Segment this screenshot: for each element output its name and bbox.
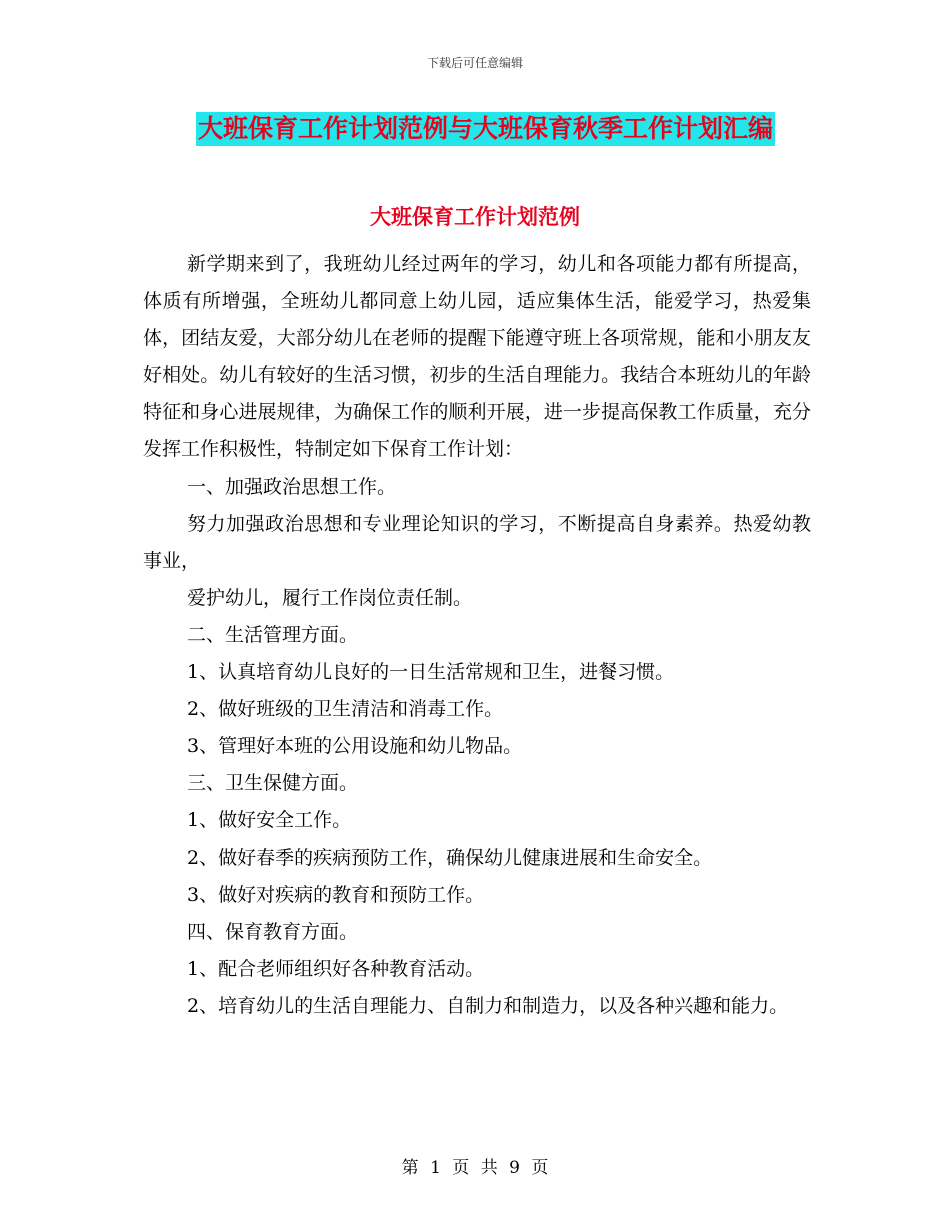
paragraph: 2、培育幼儿的生活自理能力、自制力和制造力，以及各种兴趣和能力。 (187, 994, 789, 1017)
paragraph: 努力加强政治思想和专业理论知识的学习，不断提高自身素养。热爱幼教事业， (143, 512, 811, 572)
paragraph: 1、配合老师组织好各种教育活动。 (187, 957, 485, 980)
paragraph: 3、做好对疾病的教育和预防工作。 (187, 883, 485, 906)
header-note: 下载后可任意编辑 (426, 56, 523, 70)
paragraph: 一、加强政治思想工作。 (187, 475, 397, 498)
document-title: 大班保育工作计划范例与大班保育秋季工作计划汇编 (196, 112, 775, 146)
paragraph: 3、管理好本班的公用设施和幼儿物品。 (187, 735, 523, 758)
page-number: 第 1 页 共 9 页 (401, 1158, 549, 1178)
paragraph: 1、认真培育幼儿良好的一日生活常规和卫生，进餐习惯。 (187, 661, 675, 684)
paragraph: 1、做好安全工作。 (187, 809, 352, 832)
paragraph: 2、做好春季的疾病预防工作，确保幼儿健康进展和生命安全。 (187, 846, 713, 869)
paragraph: 2、做好班级的卫生清洁和消毒工作。 (187, 698, 504, 721)
paragraph: 三、卫生保健方面。 (187, 772, 359, 795)
paragraph: 四、保育教育方面。 (187, 920, 359, 943)
paragraph: 新学期来到了，我班幼儿经过两年的学习，幼儿和各项能力都有所提高，体质有所增强，全班幼儿都同意上幼儿园，适应集体生活，能爱学习，热爱集体，团结友爱，大部分幼儿在老师的提醒下能遵守班上各项常规，能和小朋友友好相处。幼儿有较好的生活习惯，初步的生活自理能力。我结合本班幼儿的年龄特征和身心进展规律，为确保工作的顺利开展，进一步提高保教工作质量，充分发挥工作积极性，特制定如下保育工作计划： (143, 253, 811, 461)
paragraph: 二、生活管理方面。 (187, 623, 359, 646)
paragraph: 爱护幼儿，履行工作岗位责任制。 (187, 586, 473, 609)
document-body (143, 246, 811, 1025)
section-title: 大班保育工作计划范例 (370, 205, 580, 229)
